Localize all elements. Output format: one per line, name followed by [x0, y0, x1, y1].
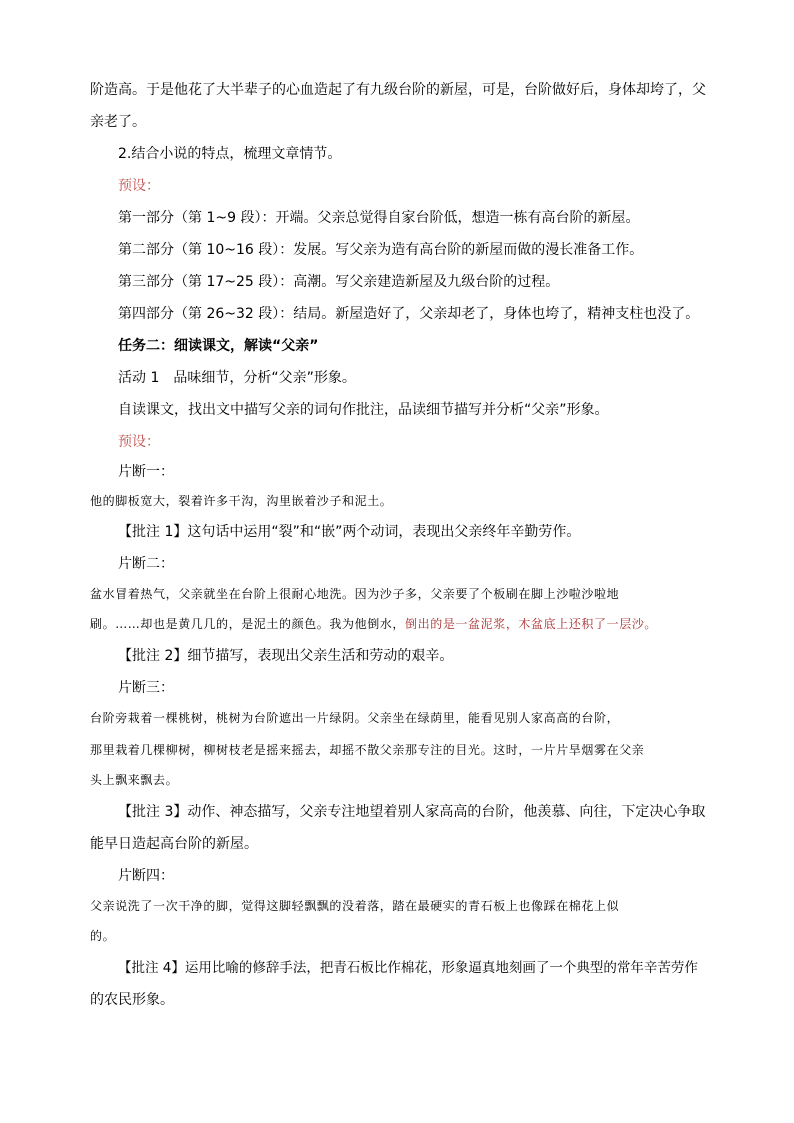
- part-1: 第一部分（第 1~9 段）：开端。父亲总觉得自家台阶低，想造一栋有高台阶的新屋。: [118, 210, 640, 226]
- fragment-2-quote-line-1: 盆水冒着热气，父亲就坐在台阶上很耐心地洗。因为沙子多，父亲要了个板刷在脚上沙啦沙啦地: [90, 587, 620, 601]
- fragment-3-label: 片断三：: [118, 680, 174, 696]
- fragment-4-quote-line-1: 父亲说洗了一次干净的脚，觉得这脚轻飘飘的没着落，踏在最硬实的青石板上也像踩在棉花上似: [90, 899, 620, 913]
- fragment-2-quote-highlight: 倒出的是一盆泥浆，木盆底上还积了一层沙。: [405, 617, 658, 631]
- note-4-line-2: 的农民形象。: [90, 992, 174, 1008]
- activity-1: 活动 1 品味细节，分析“父亲”形象。: [118, 370, 356, 386]
- task-2-title: 任务二：细读课文，解读“父亲”: [118, 338, 319, 354]
- fragment-2-quote-line-2: [90, 614, 657, 634]
- fragment-2-quote-text: 刷。……却也是黄几几的，是泥土的颜色。我为他倒水，: [90, 617, 406, 631]
- note-3-line-1: 【批注 3】动作、神态描写，父亲专注地望着别人家高高的台阶，他羡慕、向往，下定决心争取: [118, 804, 706, 820]
- preset-label: 预设：: [118, 178, 160, 194]
- part-3: 第三部分（第 17~25 段）：高潮。写父亲建造新屋及九级台阶的过程。: [118, 274, 560, 290]
- note-2: 【批注 2】细节描写，表现出父亲生活和劳动的艰辛。: [118, 648, 454, 664]
- part-4: 第四部分（第 26~32 段）：结局。新屋造好了，父亲却老了，身体也垮了，精神支柱也没了。: [118, 306, 700, 322]
- fragment-1-quote: 他的脚板宽大，裂着许多干沟，沟里嵌着沙子和泥土。: [90, 494, 393, 508]
- fragment-3-quote-line-2: 那里栽着几棵柳树，柳树枝老是摇来摇去，却摇不散父亲那专注的目光。这时，一片片旱烟雾在父亲: [90, 743, 645, 757]
- fragment-2-label: 片断二：: [118, 556, 174, 572]
- fragment-4-quote-line-2: 的。: [90, 929, 116, 943]
- part-2: 第二部分（第 10~16 段）：发展。写父亲为造有高台阶的新屋而做的漫长准备工作。: [118, 242, 644, 258]
- note-4-line-1: 【批注 4】运用比喻的修辞手法，把青石板比作棉花，形象逼真地刻画了一个典型的常年辛苦劳作: [118, 960, 698, 976]
- note-3-line-2: 能早日造起高台阶的新屋。: [90, 836, 258, 852]
- fragment-3-quote-line-3: 头上飘来飘去。: [90, 773, 179, 787]
- fragment-4-label: 片断四：: [118, 868, 174, 884]
- preset-label-2: 预设：: [118, 434, 160, 450]
- activity-1-description: 自读课文，找出文中描写父亲的词句作批注，品读细节描写并分析“父亲”形象。: [118, 402, 609, 418]
- fragment-3-quote-line-1: 台阶旁栽着一棵桃树，桃树为台阶遮出一片绿阴。父亲坐在绿荫里，能看见别人家高高的台阶，: [90, 711, 620, 725]
- note-1: 【批注 1】这句话中运用“裂”和“嵌”两个动词，表现出父亲终年辛勤劳作。: [118, 524, 581, 540]
- intro-line-2: 亲老了。: [90, 114, 146, 130]
- question-2: 2.结合小说的特点，梳理文章情节。: [118, 146, 342, 162]
- intro-line-1: 阶造高。于是他花了大半辈子的心血造起了有九级台阶的新屋，可是，台阶做好后，身体却垮了，父: [90, 82, 706, 98]
- fragment-1-label: 片断一：: [118, 464, 174, 480]
